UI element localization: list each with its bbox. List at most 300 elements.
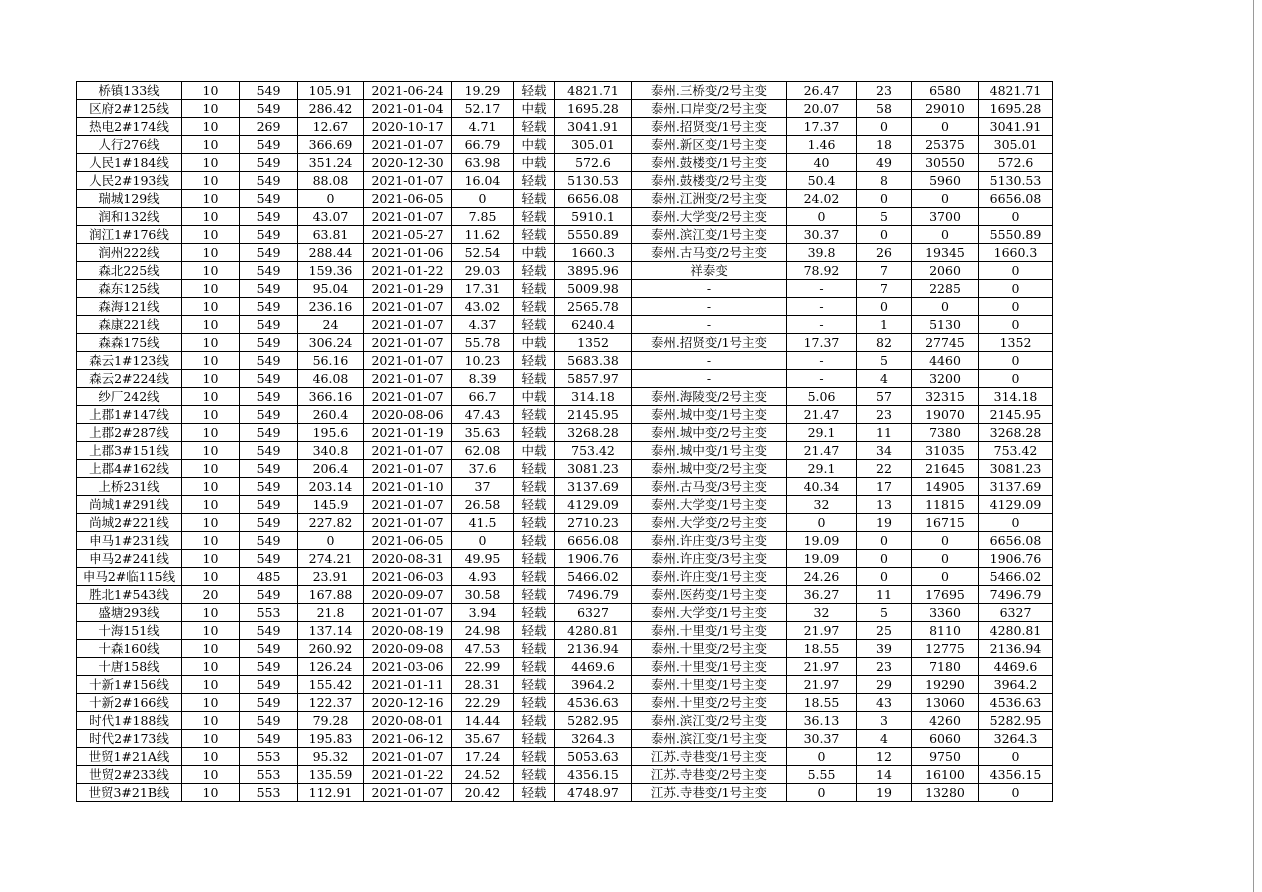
table-cell: 0 — [857, 226, 912, 244]
table-cell: 轻载 — [514, 586, 555, 604]
table-cell: 6327 — [979, 604, 1053, 622]
table-cell: 2021-01-07 — [364, 172, 452, 190]
table-row — [77, 676, 1053, 694]
table-cell: 145.9 — [298, 496, 364, 514]
table-cell: 549 — [240, 550, 298, 568]
table-cell: 0 — [787, 748, 857, 766]
table-cell: 23.91 — [298, 568, 364, 586]
table-row — [77, 262, 1053, 280]
table-cell: 14 — [857, 766, 912, 784]
table-cell: 2021-01-07 — [364, 352, 452, 370]
table-cell: 泰州.城中变/1号主变 — [632, 442, 787, 460]
table-cell: 351.24 — [298, 154, 364, 172]
table-cell: 2021-01-07 — [364, 442, 452, 460]
table-cell: 2021-01-07 — [364, 514, 452, 532]
table-cell: 549 — [240, 496, 298, 514]
table-cell: 10 — [182, 658, 240, 676]
table-cell: 18.55 — [787, 640, 857, 658]
table-cell: 泰州.大学变/2号主变 — [632, 208, 787, 226]
table-cell: 753.42 — [555, 442, 632, 460]
table-cell: 12.67 — [298, 118, 364, 136]
table-cell: 5 — [857, 208, 912, 226]
table-cell: 1352 — [555, 334, 632, 352]
table-cell: 274.21 — [298, 550, 364, 568]
table-cell: 2021-01-07 — [364, 748, 452, 766]
table-cell: 0 — [912, 298, 979, 316]
table-cell: 轻载 — [514, 424, 555, 442]
table-cell: 10 — [182, 370, 240, 388]
table-cell: 17.31 — [452, 280, 514, 298]
table-cell: 轻载 — [514, 784, 555, 802]
table-cell: 5130.53 — [555, 172, 632, 190]
table-cell: 34 — [857, 442, 912, 460]
table-cell: 19.09 — [787, 532, 857, 550]
table-cell: 366.69 — [298, 136, 364, 154]
table-cell: 10 — [182, 568, 240, 586]
table-cell: 0 — [979, 352, 1053, 370]
table-cell: 轻载 — [514, 622, 555, 640]
table-cell: 21.47 — [787, 442, 857, 460]
table-cell: 4 — [857, 370, 912, 388]
table-cell: 5857.97 — [555, 370, 632, 388]
table-cell: 5053.63 — [555, 748, 632, 766]
table-cell: 轻载 — [514, 82, 555, 100]
table-cell: 润和132线 — [77, 208, 182, 226]
table-cell: 10 — [182, 334, 240, 352]
table-cell: 2021-06-05 — [364, 190, 452, 208]
table-cell: 549 — [240, 442, 298, 460]
table-cell: 10 — [182, 694, 240, 712]
table-cell: 29 — [857, 676, 912, 694]
table-cell: 22.29 — [452, 694, 514, 712]
table-cell: 时代1#188线 — [77, 712, 182, 730]
table-cell: 260.4 — [298, 406, 364, 424]
table-cell: 2020-09-07 — [364, 586, 452, 604]
table-cell: 泰州.海陵变/2号主变 — [632, 388, 787, 406]
table-cell: 轻载 — [514, 172, 555, 190]
table-cell: 泰州.大学变/1号主变 — [632, 604, 787, 622]
table-cell: 0 — [912, 568, 979, 586]
table-cell: 206.4 — [298, 460, 364, 478]
table-cell: 3 — [857, 712, 912, 730]
table-row — [77, 712, 1053, 730]
table-cell: 0 — [857, 550, 912, 568]
table-cell: 549 — [240, 514, 298, 532]
table-cell: 549 — [240, 460, 298, 478]
table-cell: 549 — [240, 172, 298, 190]
table-cell: 2021-06-24 — [364, 82, 452, 100]
table-cell: 227.82 — [298, 514, 364, 532]
table-cell: 江苏.寺巷变/1号主变 — [632, 748, 787, 766]
table-cell: 17695 — [912, 586, 979, 604]
table-row — [77, 352, 1053, 370]
table-cell: 66.7 — [452, 388, 514, 406]
table-row — [77, 298, 1053, 316]
table-cell: 5130 — [912, 316, 979, 334]
table-cell: 尚城1#291线 — [77, 496, 182, 514]
table-cell: 3268.28 — [555, 424, 632, 442]
table-row — [77, 460, 1053, 478]
table-cell: 2021-01-07 — [364, 604, 452, 622]
table-row — [77, 478, 1053, 496]
table-cell: 135.59 — [298, 766, 364, 784]
table-cell: 8 — [857, 172, 912, 190]
table-cell: 10 — [182, 352, 240, 370]
table-cell: 10 — [182, 118, 240, 136]
table-cell: 29.03 — [452, 262, 514, 280]
table-cell: 549 — [240, 298, 298, 316]
table-cell: 8.39 — [452, 370, 514, 388]
table-cell: 21.97 — [787, 622, 857, 640]
table-cell: 195.83 — [298, 730, 364, 748]
table-row — [77, 532, 1053, 550]
table-cell: 2021-01-07 — [364, 784, 452, 802]
table-cell: 0 — [857, 532, 912, 550]
table-cell: 10 — [182, 244, 240, 262]
table-cell: 0 — [979, 316, 1053, 334]
table-cell: 中载 — [514, 244, 555, 262]
table-cell: 2565.78 — [555, 298, 632, 316]
table-cell: 4280.81 — [979, 622, 1053, 640]
table-cell: 36.13 — [787, 712, 857, 730]
table-cell: 2020-12-16 — [364, 694, 452, 712]
table-cell: 340.8 — [298, 442, 364, 460]
table-cell: 24.98 — [452, 622, 514, 640]
table-cell: 5910.1 — [555, 208, 632, 226]
table-cell: 549 — [240, 226, 298, 244]
table-row — [77, 172, 1053, 190]
table-cell: - — [787, 352, 857, 370]
table-cell: 0 — [857, 190, 912, 208]
table-cell: 4260 — [912, 712, 979, 730]
table-cell: 20.07 — [787, 100, 857, 118]
table-cell: 4356.15 — [979, 766, 1053, 784]
table-cell: 轻载 — [514, 568, 555, 586]
table-cell: 森康221线 — [77, 316, 182, 334]
table-cell: 轻载 — [514, 118, 555, 136]
table-cell: 14.44 — [452, 712, 514, 730]
table-cell: 轻载 — [514, 532, 555, 550]
table-cell: - — [632, 298, 787, 316]
table-cell: 5683.38 — [555, 352, 632, 370]
table-cell: 10 — [182, 550, 240, 568]
table-cell: 553 — [240, 604, 298, 622]
table-cell: 轻载 — [514, 316, 555, 334]
table-cell: 泰州.十里变/2号主变 — [632, 694, 787, 712]
table-row — [77, 496, 1053, 514]
table-cell: 申马2#241线 — [77, 550, 182, 568]
table-cell: - — [632, 316, 787, 334]
table-cell: 5.06 — [787, 388, 857, 406]
table-cell: 0 — [979, 748, 1053, 766]
table-cell: 32 — [787, 496, 857, 514]
table-cell: - — [632, 370, 787, 388]
table-cell: 11.62 — [452, 226, 514, 244]
table-cell: 549 — [240, 208, 298, 226]
table-cell: 549 — [240, 82, 298, 100]
table-cell: 10 — [182, 622, 240, 640]
table-cell: 轻载 — [514, 190, 555, 208]
table-cell: 桥镇133线 — [77, 82, 182, 100]
table-cell: 126.24 — [298, 658, 364, 676]
table-cell: 25375 — [912, 136, 979, 154]
table-cell: 1695.28 — [555, 100, 632, 118]
table-cell: 2136.94 — [979, 640, 1053, 658]
table-cell: 30.37 — [787, 226, 857, 244]
table-cell: 0 — [912, 226, 979, 244]
table-cell: 人民2#193线 — [77, 172, 182, 190]
table-cell: 0 — [452, 190, 514, 208]
table-cell: 305.01 — [979, 136, 1053, 154]
table-cell: 3081.23 — [555, 460, 632, 478]
table-cell: 10 — [182, 730, 240, 748]
table-cell: 润州222线 — [77, 244, 182, 262]
table-cell: 10 — [182, 280, 240, 298]
table-cell: 3081.23 — [979, 460, 1053, 478]
table-cell: 23 — [857, 406, 912, 424]
table-cell: 6580 — [912, 82, 979, 100]
table-cell: 10 — [182, 262, 240, 280]
table-cell: 24.52 — [452, 766, 514, 784]
table-row — [77, 424, 1053, 442]
table-cell: 泰州.许庄变/1号主变 — [632, 568, 787, 586]
table-cell: 16100 — [912, 766, 979, 784]
table-cell: 泰州.新区变/1号主变 — [632, 136, 787, 154]
table-cell: 5009.98 — [555, 280, 632, 298]
table-cell: 159.36 — [298, 262, 364, 280]
table-cell: 39 — [857, 640, 912, 658]
table-cell: 49 — [857, 154, 912, 172]
table-cell: 26.58 — [452, 496, 514, 514]
table-cell: 十海151线 — [77, 622, 182, 640]
table-cell: 泰州.许庄变/3号主变 — [632, 532, 787, 550]
table-cell: 2020-10-17 — [364, 118, 452, 136]
table-row — [77, 766, 1053, 784]
table-cell: 203.14 — [298, 478, 364, 496]
table-cell: 4280.81 — [555, 622, 632, 640]
table-cell: 549 — [240, 280, 298, 298]
table-cell: 7496.79 — [555, 586, 632, 604]
table-cell: 2021-01-19 — [364, 424, 452, 442]
table-cell: 30550 — [912, 154, 979, 172]
table-cell: 2021-01-07 — [364, 208, 452, 226]
table-cell: 0 — [857, 568, 912, 586]
table-cell: 泰州.古马变/2号主变 — [632, 244, 787, 262]
table-cell: 2021-01-07 — [364, 460, 452, 478]
table-cell: 10 — [182, 406, 240, 424]
table-cell: 2021-01-10 — [364, 478, 452, 496]
table-cell: 中载 — [514, 442, 555, 460]
table-cell: 泰州.招贤变/1号主变 — [632, 334, 787, 352]
table-cell: 22.99 — [452, 658, 514, 676]
table-cell: 47.43 — [452, 406, 514, 424]
table-cell: 553 — [240, 784, 298, 802]
table-cell: 549 — [240, 676, 298, 694]
table-cell: 泰州.江洲变/2号主变 — [632, 190, 787, 208]
table-cell: 十新1#156线 — [77, 676, 182, 694]
table-row — [77, 748, 1053, 766]
table-cell: 1352 — [979, 334, 1053, 352]
table-cell: 4.93 — [452, 568, 514, 586]
table-cell: 2145.95 — [979, 406, 1053, 424]
table-cell: 553 — [240, 748, 298, 766]
table-cell: 泰州.大学变/2号主变 — [632, 514, 787, 532]
table-cell: 2021-03-06 — [364, 658, 452, 676]
table-cell: 10 — [182, 532, 240, 550]
table-cell: 人行276线 — [77, 136, 182, 154]
table-row — [77, 622, 1053, 640]
table-cell: 4821.71 — [555, 82, 632, 100]
table-cell: 17 — [857, 478, 912, 496]
table-cell: 2136.94 — [555, 640, 632, 658]
table-cell: 轻载 — [514, 406, 555, 424]
table-cell: 0 — [298, 532, 364, 550]
table-cell: 549 — [240, 136, 298, 154]
table-cell: 泰州.招贤变/1号主变 — [632, 118, 787, 136]
table-cell: 314.18 — [979, 388, 1053, 406]
table-cell: 轻载 — [514, 496, 555, 514]
table-cell: 66.79 — [452, 136, 514, 154]
table-cell: 2020-08-06 — [364, 406, 452, 424]
table-cell: 40 — [787, 154, 857, 172]
table-cell: 2021-01-22 — [364, 766, 452, 784]
table-cell: 2021-01-07 — [364, 298, 452, 316]
table-cell: 10 — [182, 154, 240, 172]
table-cell: 热电2#174线 — [77, 118, 182, 136]
table-cell: 2021-06-12 — [364, 730, 452, 748]
table-cell: 10 — [182, 496, 240, 514]
table-cell: 23 — [857, 658, 912, 676]
table-cell: 39.8 — [787, 244, 857, 262]
table-cell: 22 — [857, 460, 912, 478]
table-row — [77, 640, 1053, 658]
table-cell: 1906.76 — [979, 550, 1053, 568]
table-cell: 5282.95 — [979, 712, 1053, 730]
table-cell: 轻载 — [514, 226, 555, 244]
table-cell: 泰州.城中变/2号主变 — [632, 424, 787, 442]
table-cell: 5960 — [912, 172, 979, 190]
table-cell: 16715 — [912, 514, 979, 532]
table-cell: 35.63 — [452, 424, 514, 442]
table-cell: 236.16 — [298, 298, 364, 316]
table-cell: 549 — [240, 622, 298, 640]
table-cell: 3964.2 — [979, 676, 1053, 694]
table-cell: 549 — [240, 316, 298, 334]
table-cell: 2021-01-07 — [364, 388, 452, 406]
table-cell: 3137.69 — [555, 478, 632, 496]
table-cell: 十新2#166线 — [77, 694, 182, 712]
table-cell: 十森160线 — [77, 640, 182, 658]
table-cell: 58 — [857, 100, 912, 118]
table-cell: 10 — [182, 748, 240, 766]
table-cell: 2021-01-07 — [364, 136, 452, 154]
table-cell: 195.6 — [298, 424, 364, 442]
table-cell: 轻载 — [514, 262, 555, 280]
table-cell: 森森175线 — [77, 334, 182, 352]
table-cell: 5130.53 — [979, 172, 1053, 190]
table-cell: 森北225线 — [77, 262, 182, 280]
table-cell: 21.8 — [298, 604, 364, 622]
table-cell: 3041.91 — [555, 118, 632, 136]
table-cell: 0 — [787, 514, 857, 532]
table-cell: 52.17 — [452, 100, 514, 118]
table-cell: 0 — [787, 208, 857, 226]
table-cell: 19.09 — [787, 550, 857, 568]
table-cell: 8110 — [912, 622, 979, 640]
table-cell: 0 — [912, 190, 979, 208]
table-cell: 泰州.十里变/1号主变 — [632, 676, 787, 694]
table-cell: 7 — [857, 280, 912, 298]
table-cell: 10.23 — [452, 352, 514, 370]
table-cell: 549 — [240, 712, 298, 730]
table-cell: 6656.08 — [979, 532, 1053, 550]
table-cell: 63.98 — [452, 154, 514, 172]
table-cell: 5 — [857, 604, 912, 622]
table-cell: 25 — [857, 622, 912, 640]
table-cell: 2021-01-22 — [364, 262, 452, 280]
table-cell: 轻载 — [514, 514, 555, 532]
table-cell: 549 — [240, 730, 298, 748]
table-cell: 3.94 — [452, 604, 514, 622]
table-cell: 10 — [182, 442, 240, 460]
table-cell: 17.24 — [452, 748, 514, 766]
table-cell: 553 — [240, 766, 298, 784]
table-row — [77, 442, 1053, 460]
table-cell: 中载 — [514, 154, 555, 172]
table-cell: 10 — [182, 460, 240, 478]
table-cell: 10 — [182, 226, 240, 244]
table-cell: 泰州.医药变/1号主变 — [632, 586, 787, 604]
table-cell: 2060 — [912, 262, 979, 280]
table-cell: 4129.09 — [979, 496, 1053, 514]
table-cell: 549 — [240, 190, 298, 208]
table-cell: 19 — [857, 514, 912, 532]
table-cell: 306.24 — [298, 334, 364, 352]
table-cell: 轻载 — [514, 730, 555, 748]
table-cell: 区府2#125线 — [77, 100, 182, 118]
table-row — [77, 388, 1053, 406]
table-cell: 10 — [182, 100, 240, 118]
table-row — [77, 154, 1053, 172]
table-cell: 0 — [979, 208, 1053, 226]
table-cell: 1660.3 — [979, 244, 1053, 262]
table-cell: 3268.28 — [979, 424, 1053, 442]
table-cell: 1906.76 — [555, 550, 632, 568]
table-cell: 549 — [240, 352, 298, 370]
table-cell: 82 — [857, 334, 912, 352]
table-cell: 3041.91 — [979, 118, 1053, 136]
table-cell: 4.37 — [452, 316, 514, 334]
table-cell: 366.16 — [298, 388, 364, 406]
table-cell: 63.81 — [298, 226, 364, 244]
table-cell: 十唐158线 — [77, 658, 182, 676]
table-cell: 中载 — [514, 100, 555, 118]
table-cell: 10 — [182, 424, 240, 442]
table-cell: 549 — [240, 406, 298, 424]
table-row — [77, 244, 1053, 262]
table-cell: 43.02 — [452, 298, 514, 316]
table-cell: 30.58 — [452, 586, 514, 604]
table-cell: 549 — [240, 640, 298, 658]
table-cell: 2021-01-07 — [364, 496, 452, 514]
table-cell: 2021-01-06 — [364, 244, 452, 262]
table-cell: 3964.2 — [555, 676, 632, 694]
table-cell: 5466.02 — [555, 568, 632, 586]
table-cell: 32 — [787, 604, 857, 622]
table-cell: 10 — [182, 478, 240, 496]
table-cell: 549 — [240, 154, 298, 172]
table-cell: - — [632, 280, 787, 298]
